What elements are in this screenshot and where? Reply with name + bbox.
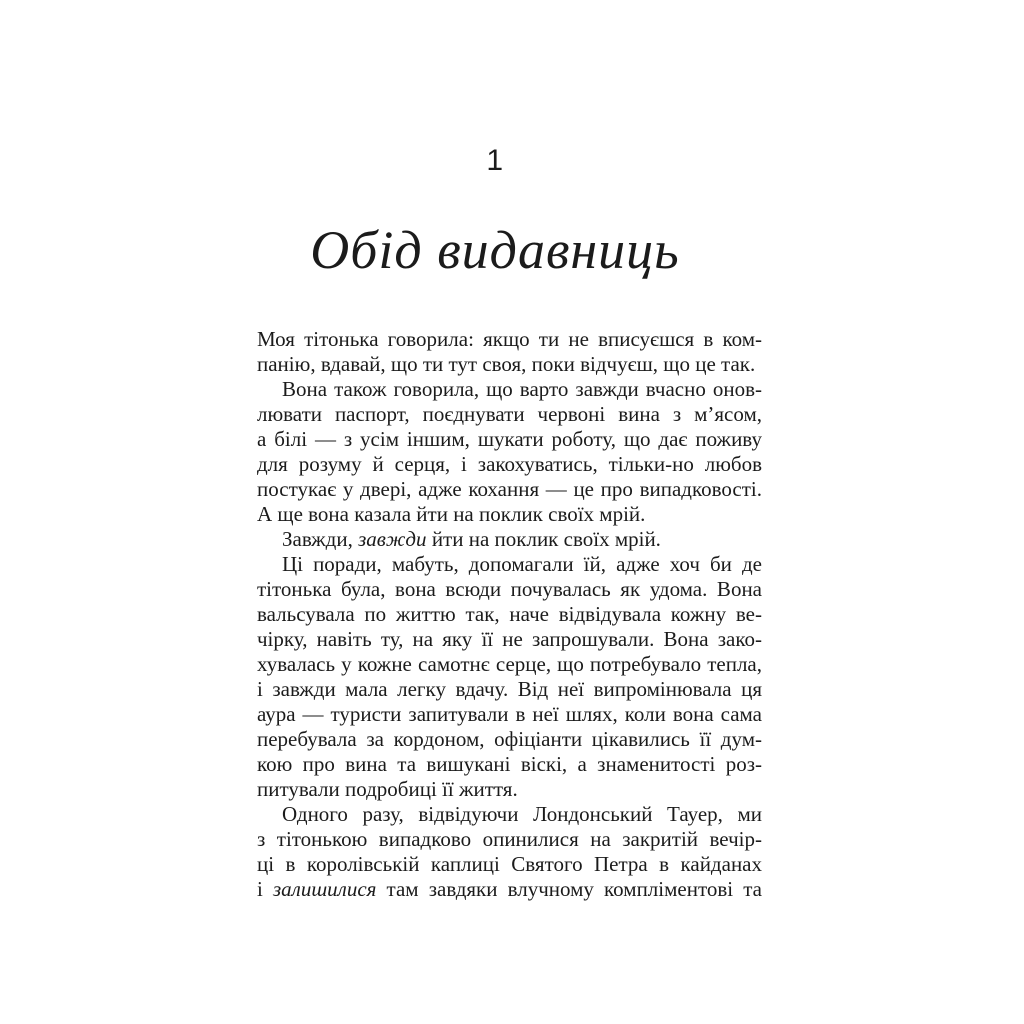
body-line: постукає у двері, адже кохання — це про випадковості. xyxy=(257,477,762,501)
body-text xyxy=(257,327,762,902)
body-line: і залишилися там завдяки влучному компліментові та xyxy=(257,877,762,901)
body-line: а білі — з усім іншим, шукати роботу, що дає поживу xyxy=(257,427,762,451)
body-line: панію, вдавай, що ти тут своя, поки відчуєш, що це так. xyxy=(257,352,756,376)
body-line: Моя тітонька говорила: якщо ти не вписуєшся в ком- xyxy=(257,327,762,351)
body-line: кою про вина та вишукані віскі, а знаменитості роз- xyxy=(257,752,762,776)
body-line: Завжди, завжди йти на поклик своїх мрій. xyxy=(282,527,661,551)
body-line: А ще вона казала йти на поклик своїх мрій. xyxy=(257,502,646,526)
body-line: тітонька була, вона всюди почувалась як удома. Вона xyxy=(257,577,762,601)
chapter-title: Обід видавниць xyxy=(310,220,680,280)
body-line: Вона також говорила, що варто завжди вчасно онов- xyxy=(282,377,762,401)
body-line: Ці поради, мабуть, допомагали їй, адже хоч би де xyxy=(282,552,762,576)
chapter-number: 1 xyxy=(486,144,504,177)
body-line: перебувала за кордоном, офіціанти цікавились її дум- xyxy=(257,727,762,751)
body-line: питували подробиці її життя. xyxy=(257,777,518,801)
body-line: чірку, навіть ту, на яку її не запрошували. Вона зако- xyxy=(257,627,762,651)
body-line: лювати паспорт, поєднувати червоні вина з м’ясом, xyxy=(257,402,762,426)
body-line: вальсувала по життю так, наче відвідувала кожну ве- xyxy=(257,602,762,626)
body-line: з тітонькою випадково опинилися на закритій вечір- xyxy=(257,827,762,851)
body-line: хувалась у кожне самотнє серце, що потребувало тепла, xyxy=(257,652,762,676)
body-line: ці в королівській каплиці Святого Петра в кайданах xyxy=(257,852,762,876)
body-line: для розуму й серця, і закохуватись, тільки-но любов xyxy=(257,452,762,476)
body-line: і завжди мала легку вдачу. Від неї випромінювала ця xyxy=(257,677,762,701)
body-line: аура — туристи запитували в неї шлях, коли вона сама xyxy=(257,702,762,726)
body-line: Одного разу, відвідуючи Лондонський Тауер, ми xyxy=(282,802,762,826)
